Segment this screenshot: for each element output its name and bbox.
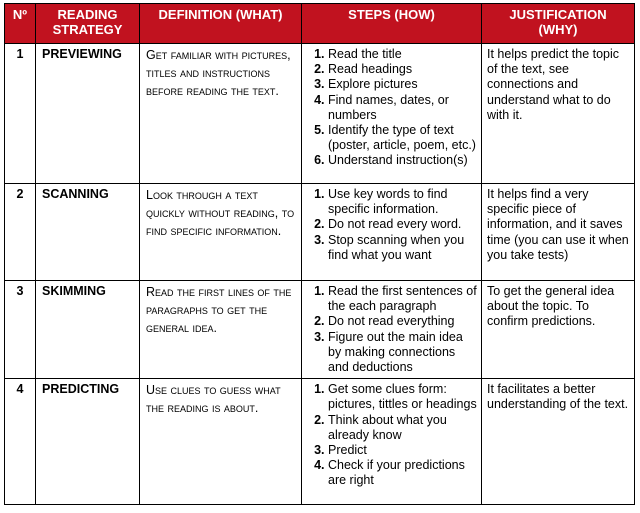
header-strategy-line1: READING xyxy=(57,7,118,22)
step-item: 1. Read the title xyxy=(328,47,479,62)
strategy-name: SKIMMING xyxy=(36,281,140,379)
header-justification-line2: (WHY) xyxy=(538,22,578,37)
step-item: 1. Get some clues form: pictures, tittles or headings xyxy=(328,382,479,412)
header-steps xyxy=(302,4,482,44)
table-row xyxy=(5,281,635,379)
header-definition xyxy=(140,4,302,44)
strategy-name: SCANNING xyxy=(36,184,140,281)
strategy-name: PREVIEWING xyxy=(36,44,140,184)
step-item: 2. Do not read every word. xyxy=(328,217,479,232)
steps-list xyxy=(306,284,479,375)
header-definition-label: DEFINITION (WHAT) xyxy=(158,7,283,22)
step-item: 4. Check if your predictions are right xyxy=(328,458,479,488)
justification-text: To get the general idea about the topic. To confirm predictions. xyxy=(482,281,635,379)
step-item: 2. Read headings xyxy=(328,62,479,77)
row-number: 4 xyxy=(5,379,36,505)
header-justification xyxy=(482,4,635,44)
table-row xyxy=(5,379,635,505)
table-row xyxy=(5,184,635,281)
table-row xyxy=(5,44,635,184)
step-item: 2. Think about what you already know xyxy=(328,413,479,443)
step-item: 3. Predict xyxy=(328,443,479,458)
header-row xyxy=(5,4,635,44)
definition-text: Get familiar with pictures, titles and instructions before reading the text. xyxy=(140,44,302,184)
step-item: 3. Figure out the main idea by making connections and deductions xyxy=(328,330,479,376)
row-number: 2 xyxy=(5,184,36,281)
header-num xyxy=(5,4,36,44)
justification-text: It facilitates a better understanding of the text. xyxy=(482,379,635,505)
row-number: 3 xyxy=(5,281,36,379)
step-item: 3. Stop scanning when you find what you want xyxy=(328,233,479,263)
steps-cell xyxy=(302,379,482,505)
reading-strategies-table-wrapper xyxy=(4,3,634,505)
step-item: 5. Identify the type of text (poster, article, poem, etc.) xyxy=(328,123,479,153)
row-number: 1 xyxy=(5,44,36,184)
steps-cell xyxy=(302,281,482,379)
justification-text: It helps find a very specific piece of information, and it saves time (you can use it when you take tests) xyxy=(482,184,635,281)
reading-strategies-table xyxy=(4,3,635,505)
table-header xyxy=(5,4,635,44)
step-item: 3. Explore pictures xyxy=(328,77,479,92)
header-justification-line1: JUSTIFICATION xyxy=(509,7,607,22)
step-item: 6. Understand instruction(s) xyxy=(328,153,479,168)
table-body xyxy=(5,44,635,505)
steps-cell xyxy=(302,44,482,184)
header-num-label: Nº xyxy=(12,7,28,22)
definition-text: Read the first lines of the paragraphs to get the general idea. xyxy=(140,281,302,379)
header-strategy xyxy=(36,4,140,44)
definition-text: Look through a text quickly without reading, to find specific information. xyxy=(140,184,302,281)
step-item: 4. Find names, dates, or numbers xyxy=(328,93,479,123)
justification-text: It helps predict the topic of the text, see connections and understand what to do with it. xyxy=(482,44,635,184)
header-steps-label: STEPS (HOW) xyxy=(348,7,435,22)
steps-list xyxy=(306,187,479,263)
step-item: 1. Read the first sentences of the each paragraph xyxy=(328,284,479,314)
strategy-name: PREDICTING xyxy=(36,379,140,505)
steps-cell xyxy=(302,184,482,281)
step-item: 1. Use key words to find specific information. xyxy=(328,187,479,217)
steps-list xyxy=(306,47,479,169)
step-item: 2. Do not read everything xyxy=(328,314,479,329)
header-strategy-line2: STRATEGY xyxy=(52,22,123,37)
definition-text: Use clues to guess what the reading is about. xyxy=(140,379,302,505)
steps-list xyxy=(306,382,479,488)
